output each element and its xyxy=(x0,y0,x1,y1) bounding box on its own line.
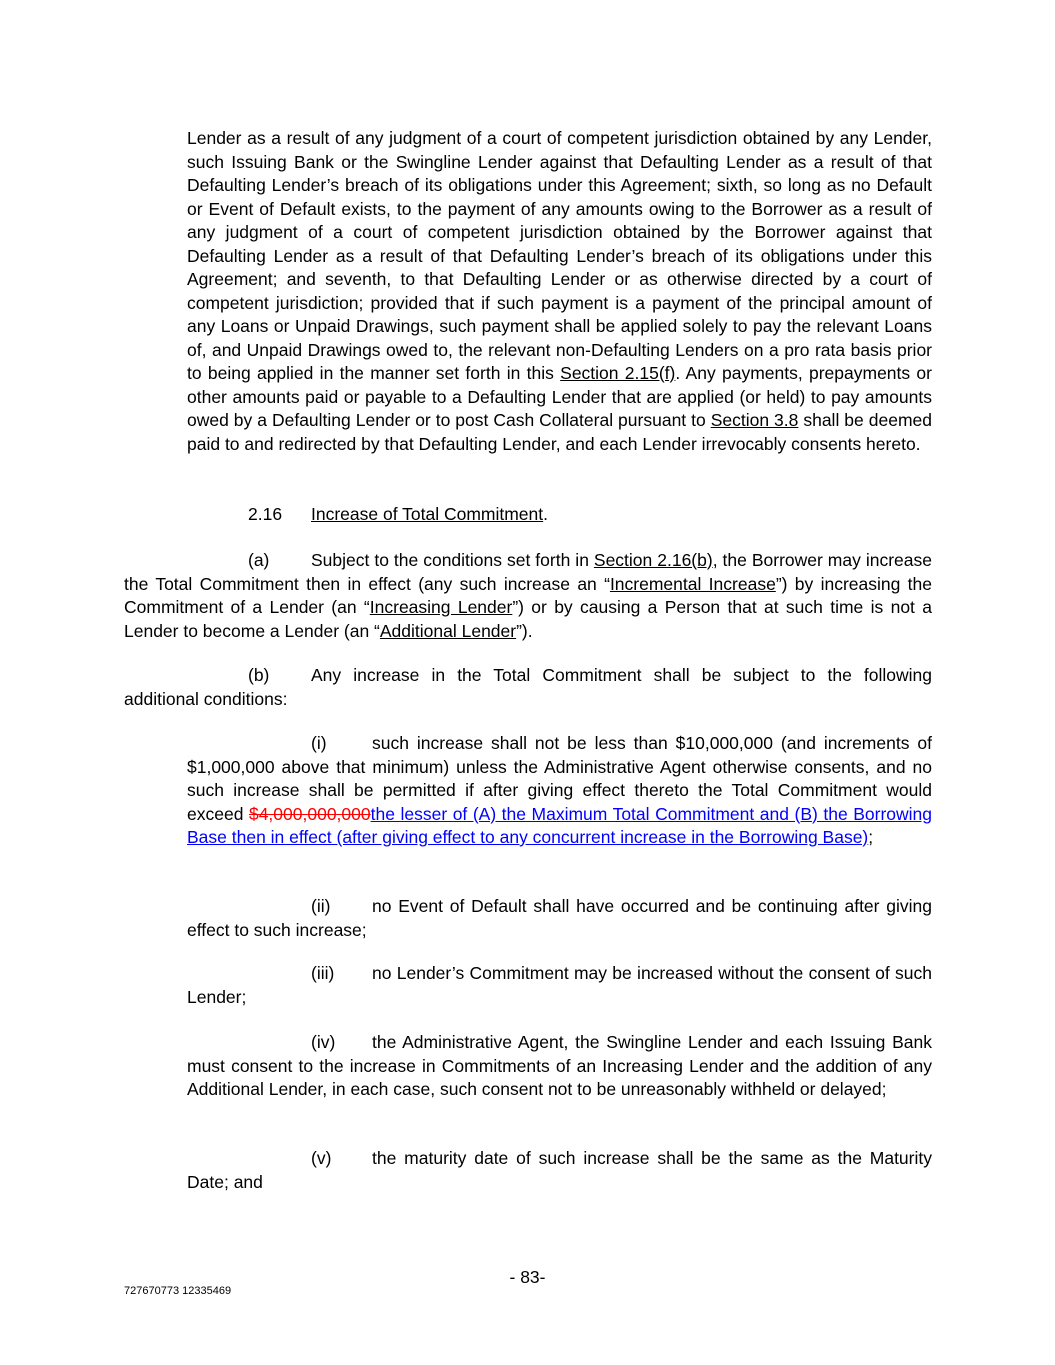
document-id: 727670773 12335469 xyxy=(124,1285,232,1297)
item-iii-label: (iii) xyxy=(311,963,335,983)
paragraph-b-text: Any increase in the Total Commitment shall be subject to the following additional conditions: xyxy=(124,665,932,709)
defined-term-incremental-increase: Incremental Increase xyxy=(609,573,776,594)
section-reference-3-8: Section 3.8 xyxy=(710,410,799,430)
section-heading xyxy=(248,503,548,527)
paragraph-a-text-5: ”). xyxy=(516,620,533,641)
item-iii xyxy=(187,962,932,1009)
continuation-text-2: . Any payments, prepayments or other amounts paid or payable to a Defaulting Lender that are applied (or held) to pay amounts owed by a Defaulting Lender or to post Cash Collateral pursuant to xyxy=(187,363,932,430)
item-iv xyxy=(187,1031,932,1102)
inserted-text-redline: the lesser of (A) the Maximum Total Commitment and (B) the Borrowing Base then in effect (after giving effect to any concurrent increase in the Borrowing Base) xyxy=(187,803,933,847)
item-i-label: (i) xyxy=(311,733,327,753)
item-i-end: ; xyxy=(868,827,874,847)
continuation-paragraph xyxy=(187,127,932,456)
section-title: Increase of Total Commitment xyxy=(311,504,544,524)
paragraph-b-label: (b) xyxy=(248,665,270,685)
defined-term-increasing-lender: Increasing Lender xyxy=(369,597,513,617)
defined-term-additional-lender: Additional Lender xyxy=(379,620,517,641)
paragraph-a-text-3: ”) by increasing the Commitment of a Lender (an “ xyxy=(124,573,932,617)
item-iii-text: no Lender’s Commitment may be increased without the consent of such Lender; xyxy=(187,963,932,1007)
paragraph-a-label: (a) xyxy=(248,550,270,570)
paragraph-a-text-2: , the Borrower may increase the Total Commitment then in effect (any such increase an “ xyxy=(124,550,932,594)
section-reference-2-15f: Section 2.15(f) xyxy=(560,363,676,383)
section-title-period: . xyxy=(543,504,549,524)
item-ii xyxy=(187,895,932,942)
page-number: - 83- xyxy=(509,1267,546,1287)
item-iv-label: (iv) xyxy=(311,1032,336,1052)
continuation-text-1: Lender as a result of any judgment of a court of competent jurisdiction obtained by any Lender, such Issuing Bank or the Swingline Lender against that Defaulting Lender as a result of that Defaulting Lender’s breach of its obligations under this Agreement; sixth, so long as no Default or Event of Default exists, to the payment of any amounts owing to the Borrower as a result of any judgment of a court of competent jurisdiction obtained by the Borrower against that Defaulting Lender as a result of that Defaulting Lender’s breach of its obligations under this Agreement; and seventh, to that Defaulting Lender or as otherwise directed by a court of competent jurisdiction; provided that if such payment is a payment of the principal amount of any Loans or Unpaid Drawings, such payment shall be applied solely to pay the relevant Loans of, and Unpaid Drawings owed to, the relevant non-Defaulting Lenders on a pro rata basis prior to being applied in the manner set forth in this xyxy=(187,128,932,383)
paragraph-a-text-1: Subject to the conditions set forth in xyxy=(311,550,594,570)
section-number: 2.16 xyxy=(248,504,283,524)
item-v xyxy=(187,1147,932,1194)
deleted-amount-redline: $4,000,000,000 xyxy=(248,803,371,824)
paragraph-a xyxy=(124,549,932,643)
item-i xyxy=(187,732,932,850)
item-ii-text: no Event of Default shall have occurred and be continuing after giving effect to such increase; xyxy=(187,896,932,940)
item-i-text: such increase shall not be less than $10,000,000 (and increments of $1,000,000 above that minimum) unless the Administrative Agent otherwise consents, and no such increase shall be permitted if after giving effect thereto the Total Commitment would exceed xyxy=(187,733,932,824)
item-iv-text: the Administrative Agent, the Swingline Lender and each Issuing Bank must consent to the increase in Commitments of an Increasing Lender and the addition of any Additional Lender, in each case, such consent not to be unreasonably withheld or delayed; xyxy=(187,1032,932,1099)
item-v-text: the maturity date of such increase shall be the same as the Maturity Date; and xyxy=(187,1148,932,1192)
paragraph-a-text-4: ”) or by causing a Person that at such time is not a Lender to become a Lender (an “ xyxy=(124,597,932,641)
item-v-label: (v) xyxy=(311,1148,332,1168)
paragraph-b xyxy=(124,664,932,711)
continuation-text-3: shall be deemed paid to and redirected by that Defaulting Lender, and each Lender irrevocably consents hereto. xyxy=(187,410,932,454)
section-reference-2-16b: Section 2.16(b) xyxy=(593,550,713,570)
item-ii-label: (ii) xyxy=(311,896,331,916)
